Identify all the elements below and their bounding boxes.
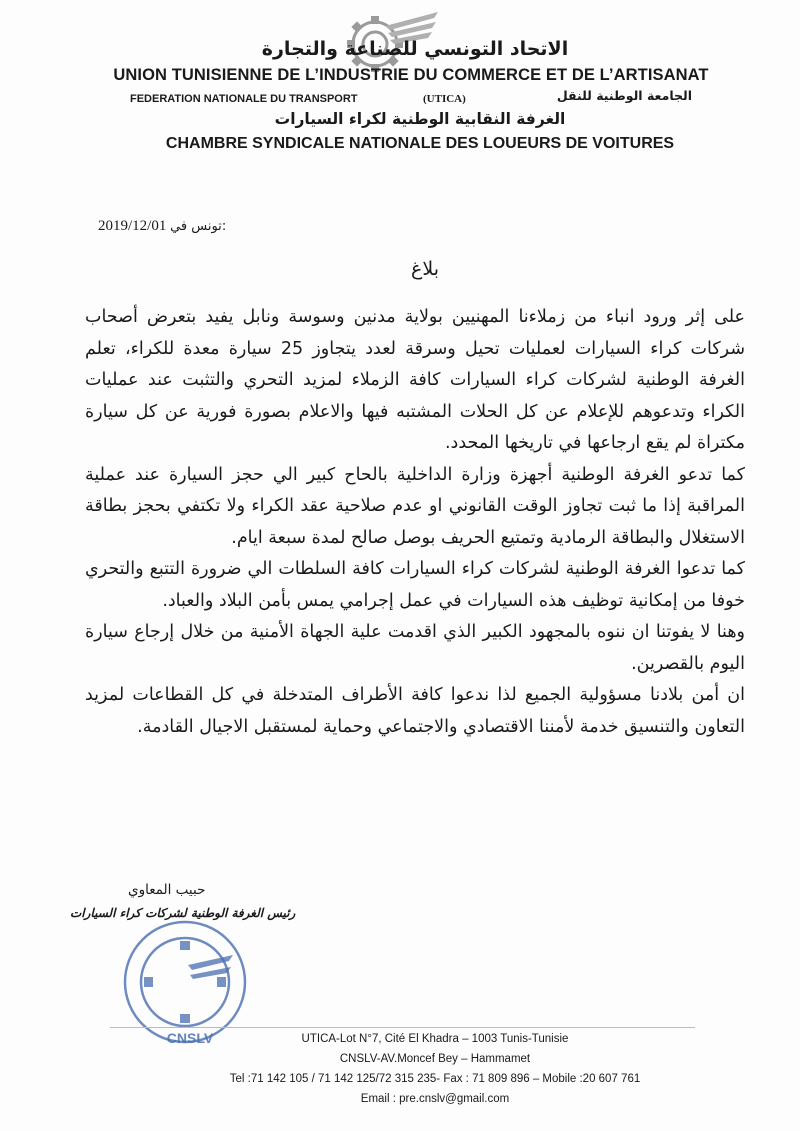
header-arabic-chamber: الغرفة النقابية الوطنية لكراء السيارات: [274, 110, 566, 128]
official-stamp: [118, 915, 253, 1050]
footer-email: Email : pre.cnslv@gmail.com: [360, 1093, 510, 1105]
date-label: تونس في:: [170, 219, 227, 234]
paragraph: كما تدعو الغرفة الوطنية أجهزة وزارة الداخلية بالحاح كبير الي حجز السيارة عند عملية المراقبة إذا ما ثبت تجاوز الوقت القانوني او عدم صلاحية عقد الكراء ولا تكتفي بحجز بطاقة الاستغلال والبطاقة الرمادية وتمتيع الحريف بوصل صالح لمدة سبعة ايام.: [85, 464, 745, 548]
stamp-text: CNSLV: [166, 1030, 214, 1046]
paragraph: وهنا لا يفوتنا ان ننوه بالمجهود الكبير الذي اقدمت علية الجهاة الأمنية من خلال إرجاع سيارة اليوم بالقصرين.: [85, 622, 745, 674]
header-french-union: UNION TUNISIENNE DE L’INDUSTRIE DU COMMERCE ET DE L’ARTISANAT: [113, 66, 709, 84]
header-arabic-union: الاتحاد التونسي للصناعة والتجارة: [261, 38, 569, 60]
header-arabic-federation: الجامعة الوطنية للنقل: [556, 88, 692, 103]
date-value: 2019/12/01: [98, 218, 167, 234]
footer-divider: [110, 1027, 695, 1028]
paragraph: ان أمن بلادنا مسؤولية الجميع لذا ندعوا كافة الأطراف المتدخلة في كل القطاعات لمزيد التعاون والتنسيق خدمة لأمننا الاقتصادي والاجتماعي وحماية لمستقبل الاجيال القادمة.: [85, 685, 745, 737]
signatory-name: حبيب المعاوي: [128, 882, 206, 898]
paragraph: كما تدعوا الغرفة الوطنية لشركات كراء السيارات كافة السلطات الي ضرورة التتبع والتحري خوفا من إمكانية توظيف هذه السيارات في عمل إجرامي يمس بأمن البلاد والعباد.: [85, 559, 745, 611]
document-body: [85, 302, 745, 743]
signatory-role: رئيس الغرفة الوطنية لشركات كراء السيارات: [70, 906, 296, 920]
footer-branch: CNSLV-AV.Moncef Bey – Hammamet: [339, 1053, 531, 1065]
document-date: [98, 218, 226, 235]
header-utica: (UTICA): [423, 93, 466, 105]
paragraph: على إثر ورود انباء من زملاءنا المهنيين بولاية مدنين وسوسة ونابل يفيد بتعرض أصحاب شركات كراء السيارات لعمليات تحيل وسرقة لعدد يتجاوز 25 سيارة معدة للكراء، تعلم الغرفة الوطنية لشركات كراء السيارات كافة الزملاء لمزيد التحري والتثبت عند عمليات الكراء وتدعوهم للإعلام عن كل الحلات المشتبه فيها والاعلام بصورة فورية عن كل سيارة مكتراة لم يقع ارجاعها في تاريخها المحدد.: [85, 307, 745, 453]
footer-address: UTICA-Lot N°7, Cité El Khadra – 1003 Tunis-Tunisie: [301, 1033, 569, 1045]
header-french-federation: FEDERATION NATIONALE DU TRANSPORT: [130, 93, 358, 105]
document-title: بلاغ: [411, 258, 439, 280]
footer-phones: Tel :71 142 105 / 71 142 125/72 315 235- Fax : 71 809 896 – Mobile :20 607 761: [229, 1073, 641, 1085]
header-french-chamber: CHAMBRE SYNDICALE NATIONALE DES LOUEURS DE VOITURES: [165, 135, 675, 152]
